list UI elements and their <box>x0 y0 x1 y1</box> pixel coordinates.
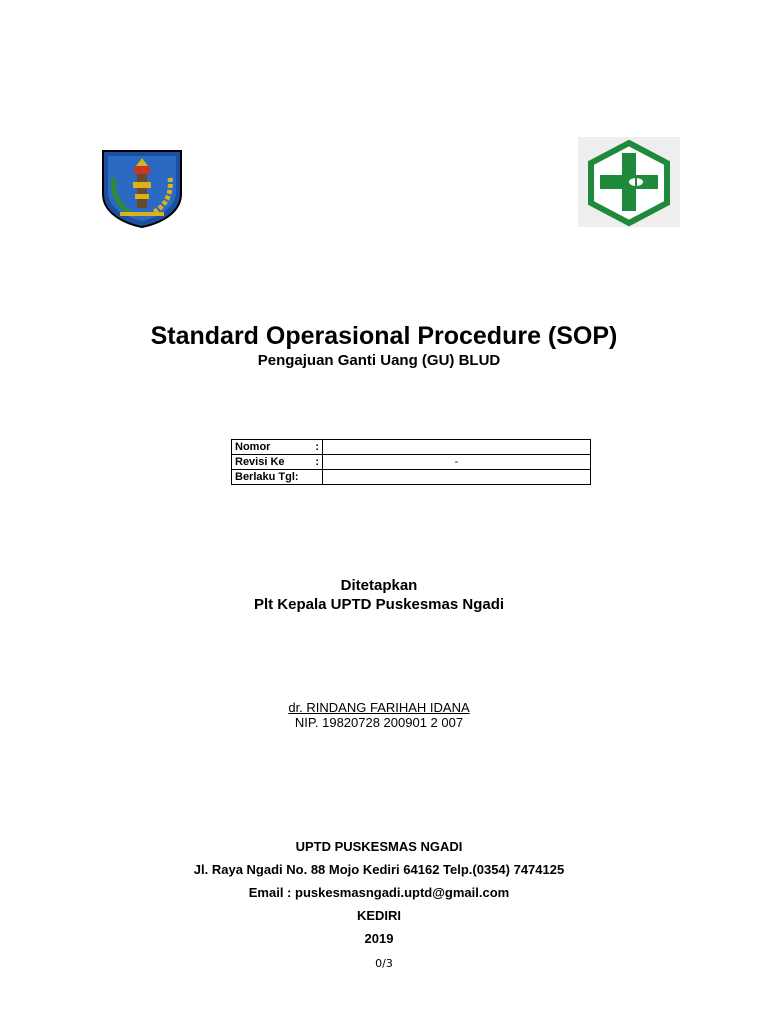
kediri-regency-emblem-icon <box>100 148 184 228</box>
approval-position: Plt Kepala UPTD Puskesmas Ngadi <box>253 596 505 613</box>
info-value-nomor <box>323 440 591 455</box>
signatory-block <box>0 700 758 730</box>
approval-block <box>0 576 758 614</box>
info-value-revisi: - <box>323 455 591 470</box>
table-row <box>232 440 591 455</box>
signatory-name: dr. RINDANG FARIHAH IDANA <box>288 700 470 715</box>
approval-line: Ditetapkan <box>340 577 418 594</box>
footer-year: 2019 <box>364 931 394 946</box>
footer-block <box>0 835 758 950</box>
footer-address: Jl. Raya Ngadi No. 88 Mojo Kediri 64162 Telp.(0354) 7474125 <box>193 862 565 877</box>
info-label-berlaku: Berlaku Tgl: <box>232 470 323 485</box>
footer-email: Email : puskesmasngadi.uptd@gmail.com <box>248 885 510 900</box>
footer-city: KEDIRI <box>356 908 402 923</box>
page-number: 0/3 <box>375 957 393 970</box>
document-info-table <box>231 439 591 485</box>
info-label-revisi: Revisi Ke : <box>232 455 323 470</box>
document-title: Standard Operasional Procedure (SOP) <box>150 322 618 350</box>
info-value-berlaku <box>323 470 591 485</box>
document-subtitle: Pengajuan Ganti Uang (GU) BLUD <box>257 352 501 369</box>
info-label-nomor: Nomor : <box>232 440 323 455</box>
footer-org: UPTD PUSKESMAS NGADI <box>295 839 463 854</box>
table-row <box>232 470 591 485</box>
signatory-nip: NIP. 19820728 200901 2 007 <box>294 715 464 730</box>
puskesmas-logo-icon <box>578 137 680 227</box>
table-row <box>232 455 591 470</box>
